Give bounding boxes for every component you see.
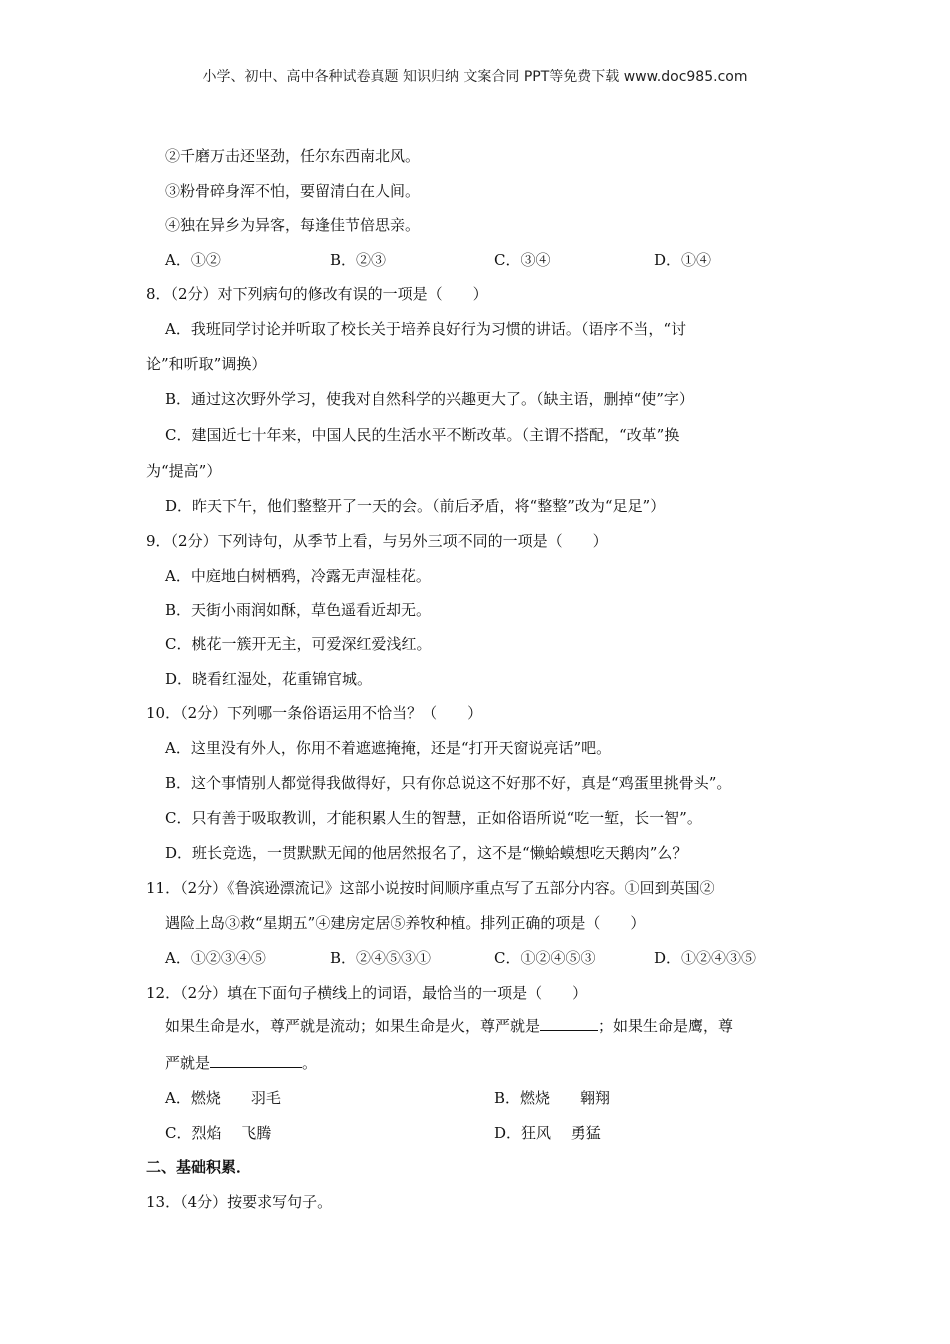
q12-option-a: A．燃烧 羽毛	[165, 1089, 281, 1107]
q11-option-d: D．①②④③⑤	[654, 949, 757, 967]
page-header-banner: 小学、初中、高中各种试卷真题 知识归纳 文案合同 PPT等免费下载 www.doc985.com	[202, 69, 748, 85]
q7-option-b: B．②③	[330, 251, 387, 269]
q10-option-b: B．这个事情别人都觉得我做得好，只有你总说这不好那不好，真是“鸡蛋里挑骨头”。	[165, 774, 732, 792]
q12-stem: 12．（2分）填在下面句子横线上的词语，最恰当的一项是（ ）	[146, 984, 588, 1002]
q8-option-b: B．通过这次野外学习，使我对自然科学的兴趣更大了。（缺主语，删掉“使”字）	[165, 390, 694, 408]
q8-option-a-line2: 论”和听取”调换）	[146, 355, 267, 373]
q10-option-a: A．这里没有外人，你用不着遮遮掩掩，还是“打开天窗说亮话”吧。	[165, 739, 612, 757]
q7-option-d: D．①④	[654, 251, 712, 269]
q9-option-c: C．桃花一簇开无主，可爱深红爱浅红。	[165, 635, 432, 653]
section-2-heading: 二、基础积累．	[146, 1158, 252, 1176]
q8-option-a-line1: A．我班同学讨论并听取了校长关于培养良好行为习惯的讲话。（语序不当，“讨	[165, 320, 687, 338]
q13-stem: 13．（4分）按要求写句子。	[146, 1193, 333, 1211]
q11-option-c: C．①②④⑤③	[494, 949, 596, 967]
q12-blank-2	[210, 1053, 302, 1068]
q12-sentence-line1	[165, 1016, 733, 1036]
q12-option-c: C．烈焰 飞腾	[165, 1124, 272, 1142]
q9-stem: 9．（2分）下列诗句，从季节上看，与另外三项不同的一项是（ ）	[146, 532, 608, 550]
q8-stem: 8．（2分）对下列病句的修改有误的一项是（ ）	[146, 285, 488, 303]
q9-option-d: D．晓看红湿处，花重锦官城。	[165, 670, 373, 688]
q12-option-d: D．狂风 勇猛	[494, 1124, 601, 1142]
q12-sentence-part1: 如果生命是水，尊严就是流动；如果生命是火，尊严就是	[165, 1017, 541, 1035]
q11-option-b: B．②④⑤③①	[330, 949, 432, 967]
q7-line-4: ④独在异乡为异客，每逢佳节倍思亲。	[165, 216, 421, 234]
q8-option-c-line1: C．建国近七十年来，中国人民的生活水平不断改革。（主谓不搭配，“改革”换	[165, 426, 680, 444]
q10-option-c: C．只有善于吸取教训，才能积累人生的智慧，正如俗语所说“吃一堑，长一智”。	[165, 809, 702, 827]
q12-sentence-part4: 。	[302, 1054, 318, 1072]
q7-line-2: ②千磨万击还坚劲，任尔东西南北风。	[165, 147, 421, 165]
q9-option-b: B．天街小雨润如酥，草色遥看近却无。	[165, 601, 432, 619]
q11-option-a: A．①②③④⑤	[165, 949, 266, 967]
q7-option-a: A．①②	[165, 251, 221, 269]
q8-option-c-line2: 为“提高”）	[146, 462, 222, 480]
q9-option-a: A．中庭地白树栖鸦，冷露无声湿桂花。	[165, 567, 431, 585]
q12-sentence-part3: 严就是	[165, 1054, 211, 1072]
q7-line-3: ③粉骨碎身浑不怕，要留清白在人间。	[165, 182, 421, 200]
q10-option-d: D．班长竞选，一贯默默无闻的他居然报名了，这不是“懒蛤蟆想吃天鹅肉”么？	[165, 844, 688, 862]
q7-option-c: C．③④	[494, 251, 551, 269]
q12-option-b: B．燃烧 翱翔	[494, 1089, 611, 1107]
q12-sentence-line2	[165, 1053, 317, 1073]
q11-stem-line2: 遇险上岛③救“星期五”④建房定居⑤养牧种植。排列正确的项是（ ）	[165, 914, 646, 932]
q8-option-d: D．昨天下午，他们整整开了一天的会。（前后矛盾，将“整整”改为“足足”）	[165, 497, 666, 515]
q12-blank-1	[540, 1016, 598, 1031]
q11-stem-line1: 11．（2分）《鲁滨逊漂流记》这部小说按时间顺序重点写了五部分内容。①回到英国②	[146, 879, 715, 897]
q10-stem: 10．（2分）下列哪一条俗语运用不恰当？（ ）	[146, 704, 483, 722]
q12-sentence-part2: ；如果生命是鹰，尊	[598, 1017, 734, 1035]
